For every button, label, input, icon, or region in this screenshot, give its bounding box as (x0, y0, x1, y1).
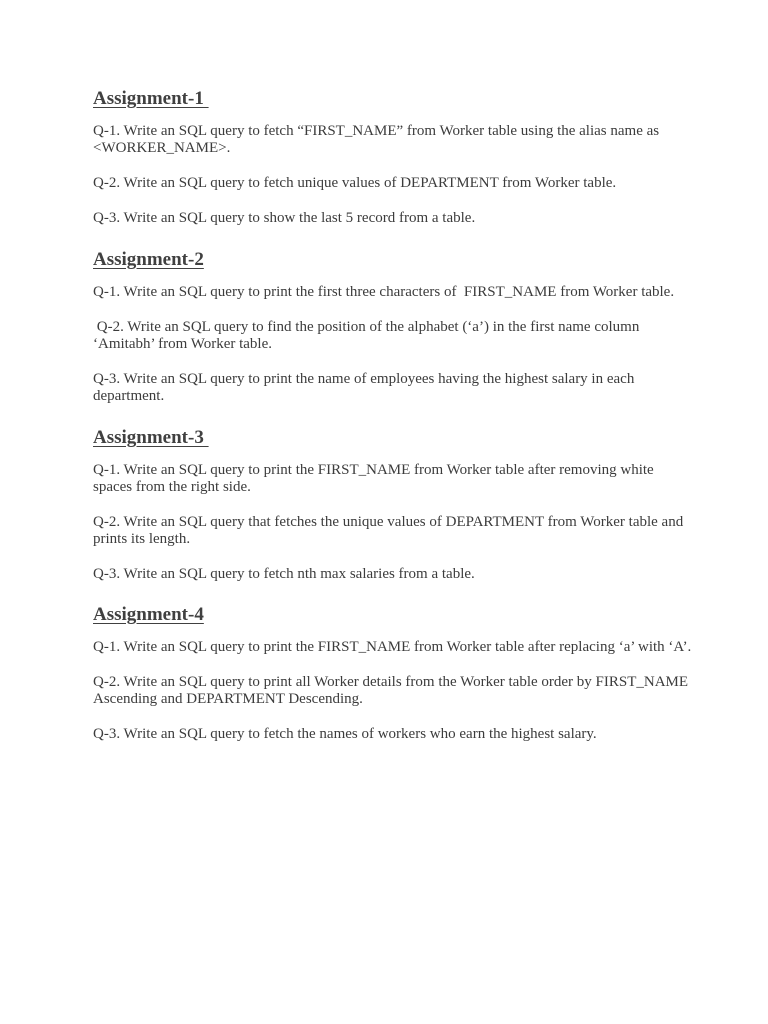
assignment-1-section (93, 86, 693, 227)
assignment-2-section (93, 247, 693, 405)
assignment-2-question-2: Q-2. Write an SQL query to find the position of the alphabet (‘a’) in the first name column ‘Amitabh’ from Worker table. (93, 319, 644, 352)
assignment-4-question-1: Q-1. Write an SQL query to print the FIRST_NAME from Worker table after replacing ‘a’ with ‘A’. (93, 639, 692, 655)
document-page (93, 86, 693, 743)
assignment-1-question-2: Q-2. Write an SQL query to fetch unique values of DEPARTMENT from Worker table. (93, 175, 617, 191)
assignment-1-question-3: Q-3. Write an SQL query to show the last 5 record from a table. (93, 210, 476, 226)
assignment-2-title: Assignment-2 (93, 249, 204, 270)
assignment-3-question-3: Q-3. Write an SQL query to fetch nth max salaries from a table. (93, 566, 475, 582)
assignment-1-title: Assignment-1 (93, 88, 209, 109)
assignment-4-section (93, 602, 693, 743)
assignment-4-title: Assignment-4 (93, 604, 204, 625)
assignment-1-question-1: Q-1. Write an SQL query to fetch “FIRST_NAME” from Worker table using the alias name as <WORKER_NAME>. (93, 123, 663, 156)
assignment-3-question-1: Q-1. Write an SQL query to print the FIRST_NAME from Worker table after removing white spaces from the right side. (93, 462, 658, 495)
assignment-3-section (93, 425, 693, 583)
assignment-3-question-2: Q-2. Write an SQL query that fetches the unique values of DEPARTMENT from Worker table and prints its length. (93, 514, 687, 547)
assignment-4-question-3: Q-3. Write an SQL query to fetch the names of workers who earn the highest salary. (93, 726, 597, 742)
assignment-3-title: Assignment-3 (93, 427, 209, 448)
assignment-4-question-2: Q-2. Write an SQL query to print all Worker details from the Worker table order by FIRST_NAME Ascending and DEPARTMENT Descending. (93, 674, 691, 707)
assignment-2-question-3: Q-3. Write an SQL query to print the name of employees having the highest salary in each department. (93, 371, 639, 404)
assignment-2-question-1: Q-1. Write an SQL query to print the first three characters of FIRST_NAME from Worker table. (93, 284, 675, 300)
